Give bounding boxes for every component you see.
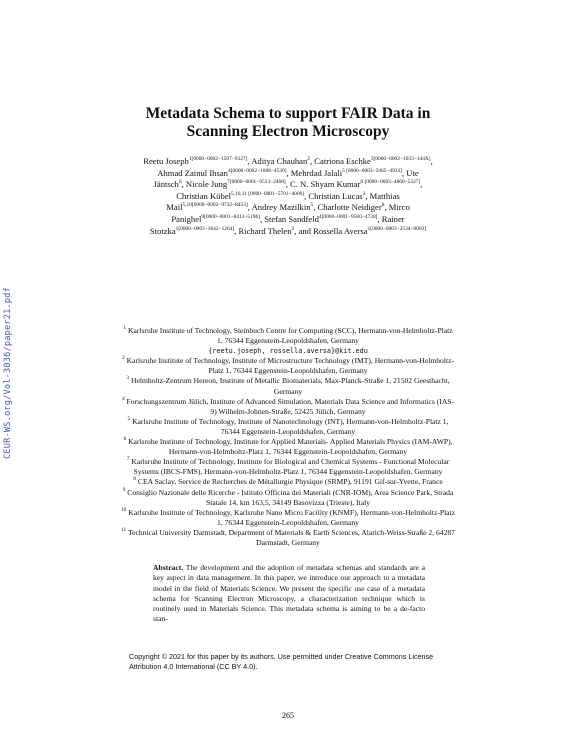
author-separator: , [304,190,309,201]
affiliation-number: 4 [121,395,125,402]
author-superscript: 6 [178,179,182,186]
author-name: Mirco Panighel [171,202,410,224]
affiliation [120,437,456,457]
author [314,156,430,166]
author-separator: , [401,167,407,178]
author [264,214,377,224]
affiliation [120,457,456,477]
affiliation-text: Consiglio Nazionale delle Ricerche - Istituto Officina dei Materiali (CNR-IOM), Area Science Park, Strada Statale 14, km 163,5, 34149 Basovizza (Trieste), Italy [127,487,454,507]
affiliation-text: Karlsruhe Institute of Technology, Institute of Microstructure Technology (IMT), Hermann-von-Helmholtz-Platz 1, 76344 Eggenstein-Leopoldshafen, Germany [126,356,454,376]
affiliation-number: 8 [133,476,136,483]
author-separator: , [181,179,186,190]
affiliation-number: 1 [123,325,127,332]
author-superscript: 1[0000−0003−3642−1264] [175,225,235,232]
affiliation-text: Forschungszentrum Jülich, Institute of Advanced Simulation, Materials Data Science and Informatics (IAS-9) Wilhelm-Johnen-Straße, 52425 Jülich, Germany [126,396,455,416]
author-superscript: 2 [291,225,295,232]
author-name: Richard Thelen [238,225,292,236]
affiliation-number: 10 [120,506,127,513]
author-name: Nicole Jung [185,179,228,190]
author-separator: , [313,202,318,213]
author [251,156,310,166]
author-name: Ahmad Zainul Ihsan [157,167,228,178]
affiliation-text: CEA Saclay, Service de Recherches de Métallurgie Physique (SRMP), 91191 Gif-sur-Yvette, France [137,477,443,487]
author [143,156,247,166]
author-superscript: 1[0000−0002−1507−9327] [188,156,248,163]
author-name: Charlotte Neidiger [317,202,382,213]
author-separator: , [430,156,433,166]
author-separator: , [384,202,389,213]
author-superscript: 1[0000−0003−2534−0063] [367,225,427,232]
author-name: Ute Jäntsch [153,167,419,190]
author [186,179,286,189]
affiliation-number: 9 [122,486,126,493]
author [157,168,286,178]
author-superscript: 5 [310,202,314,209]
abstract-text: The development and the adoption of metadata schemas and standards are a key aspect in data management. In this paper, we introduce our approach to a metadata model in the field of Materials Science. We present the specific use case of a metadata schema for Scanning Electron Microscopy, a characterization technique which is routinely used in Materials Science. This metadata schema is aiming to be a de-facto stan- [153,563,425,624]
affiliation [120,326,456,356]
affiliation [120,417,456,437]
affiliation-email: {reetu.joseph, rossella.aversa}@kit.edu [208,347,368,356]
author-superscript: 5 [0000−0003−2465−4933] [342,167,402,174]
author [313,226,426,236]
author-superscript: 3[0000−0002−1033−144X] [370,156,431,163]
author-name: Reetu Joseph [143,156,189,166]
affiliation-text: Technical University Darmstadt, Department of Materials & Earth Sciences, Alarich-Weiss-Straße 2, 64287 Darmstadt, Germany [127,527,455,547]
author-name: Stefan Sandfeld [264,213,319,224]
affiliation-number: 11 [121,527,127,534]
author [289,179,423,190]
affiliation-text: Karlsruhe Institute of Technology, Steinbuch Centre for Computing (SCC), Hermann-von-Helmholtz-Platz 1, 76344 Eggenstein-Leopoldshafen, Germany [127,326,453,346]
author-superscript: 9[0000−0001−8413−5196] [201,214,260,221]
ceur-ws-sidebar-link[interactable]: CEUR-WS.org/Vol-3036/paper21.pdf [3,287,13,459]
affiliation-number: 3 [126,375,130,382]
author [308,191,365,201]
author-separator: , [420,179,423,190]
author-separator: , [286,167,291,178]
affiliation-text: Karlsruhe Institute of Technology, Karlsruhe Nano Micro Facility (KNMF), Hermann-von-Helmholtz-Platz 1, 76344 Eggenstein-Leopoldshafen, Germany [128,507,456,527]
affiliation-number: 5 [127,416,131,423]
author-separator: , [310,156,315,166]
affiliation-number: 7 [126,456,130,463]
affiliation [120,477,456,487]
author-separator: , [285,179,290,190]
author-separator: , and [294,225,314,236]
author-name: Matthias Mail [166,190,400,213]
author [238,226,294,236]
author-separator: , [377,213,382,224]
author-name: Mehrdad Jalali [290,167,343,178]
copyright-notice: Copyright © 2021 for this paper by its authors. Use permitted under Creative Commons License Attribution 4.0 International (CC BY 4.0). [129,652,434,671]
affiliation [120,397,456,417]
author-name: Andrey Mazilkin [251,202,311,213]
affiliation-text: Helmholtz-Zentrum Hereon, Institute of Metallic Biomaterials, Max-Planck-Straße 1, 21502 Geesthacht, Germany [130,376,450,396]
affiliation [120,508,456,528]
author-name: Aditya Chauhan [251,156,308,166]
author [176,191,304,201]
author-superscript: 7[0000−0001−9513−2468] [227,179,286,186]
affiliation [120,488,456,508]
author [252,202,314,212]
affiliation-number: 6 [123,436,127,443]
author-name: Rainer Stotzka [149,213,405,236]
abstract-label: Abstract. [153,563,184,572]
affiliation [120,356,456,376]
author-list [143,156,433,237]
author-separator: , [234,225,239,236]
title-line: Metadata Schema to support FAIR Data in [145,105,431,122]
author-name: Catriona Eschke [314,156,371,166]
affiliation-number: 2 [122,355,125,362]
author-superscript: 2 [307,156,310,163]
author-superscript: 3 [362,190,366,197]
author-superscript: 4[0000−0001−9560−4728] [318,214,378,221]
title-line: Scanning Electron Microscopy [186,123,390,140]
page-number: 265 [282,711,294,720]
author-superscript: 8 [381,202,385,209]
affiliation [120,528,456,548]
affiliation-text: Karlsruhe Institute of Technology, Institute of Nanotechnology (INT), Hermann-von-Helmholtz-Platz 1, 76344 Eggenstein-Leopoldshafen, Germany [132,416,449,436]
author-superscript: 8 [0000−0003−4860−5327] [360,179,421,186]
author [318,202,385,212]
author [291,168,402,178]
affiliation [120,376,456,396]
author-separator: , [247,156,252,166]
author-separator: , [259,213,265,224]
affiliation-text: Karlsruhe Institute of Technology, Institute for Applied Materials- Applied Materials Physics (IAM-AWP), Hermann-von-Helmholtz-Platz 1, 76344 Eggenstein-Leopoldshafen, Germany [128,437,453,457]
author-name: Rossella Aversa [313,225,368,236]
author-name: Christian Kübel [176,190,231,201]
paper-title [60,105,516,141]
abstract [153,563,425,625]
author-separator: , [247,202,252,213]
author-superscript: 4[0000−0002−1008−4530] [227,167,287,174]
affiliation-list [120,326,456,548]
author-name: C. N. Shyam Kumar [289,179,361,190]
author-superscript: 5,10,11 [0000−0001−5701−4006] [230,190,305,197]
affiliation-text: Karlsruhe Institute of Technology, Institute for Biological and Chemical Systems - Functional Molecular Systems (IBCS-FMS), Hermann-von-Helmholtz-Platz 1, 76344 Eggenstein-Leopoldshafen, Germany [131,457,450,477]
author-superscript: 5,10[0000−0002−9732−8453] [182,202,248,209]
author-name: Christian Lucas [308,190,363,201]
author-separator: , [365,190,370,201]
